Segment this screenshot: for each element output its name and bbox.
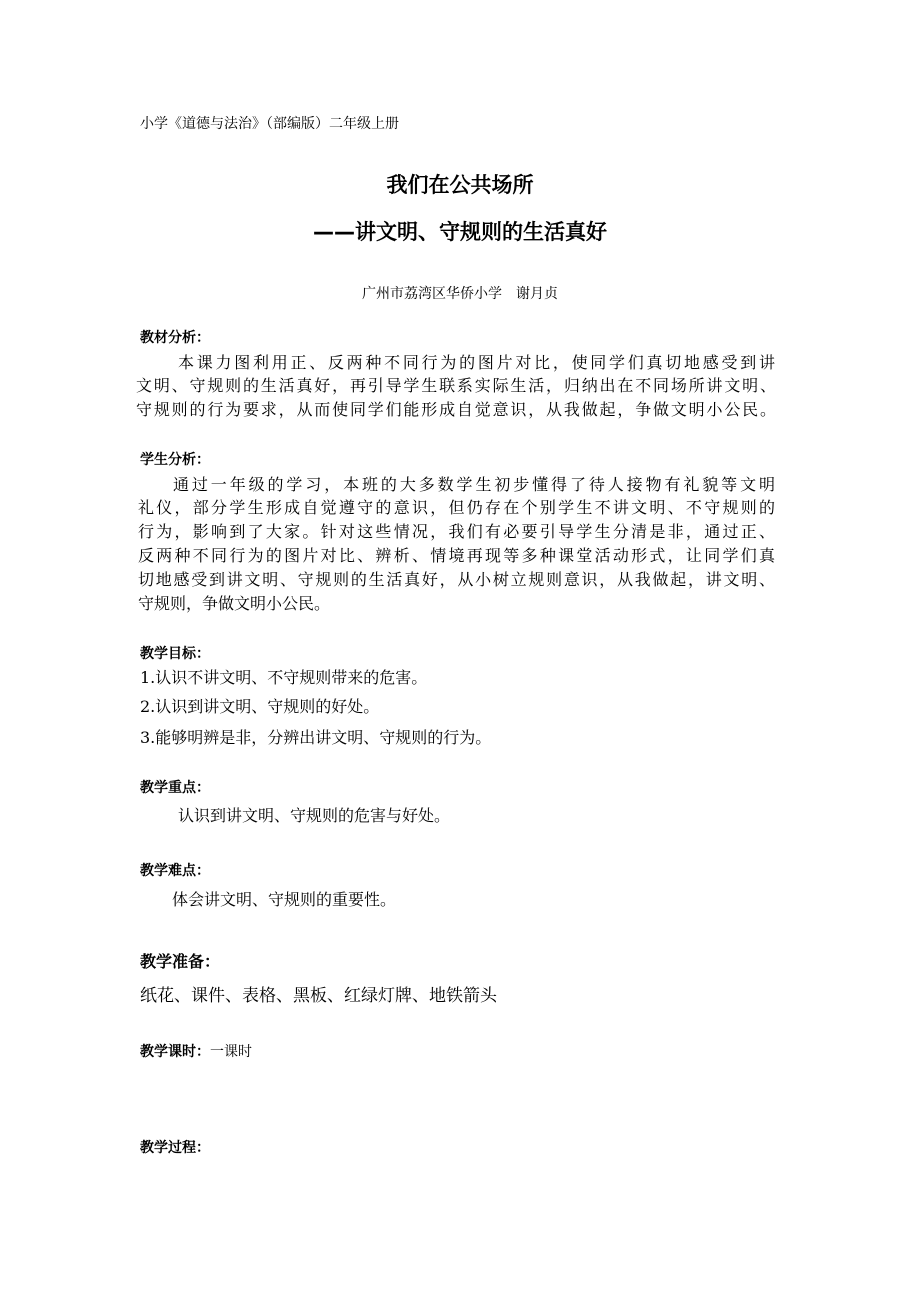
textbook-analysis-heading: 教材分析： xyxy=(140,330,210,346)
document-header: 小学《道德与法治》（部编版）二年级上册 xyxy=(140,116,399,132)
duration-text: 一课时 xyxy=(210,1044,252,1060)
duration-heading: 教学课时： xyxy=(140,1044,210,1060)
key-points-heading: 教学重点： xyxy=(140,780,210,796)
objective-item: 1.认识不讲文明、不守规则带来的危害。 xyxy=(140,668,428,687)
paragraph-line: 通过一年级的学习，本班的大多数学生初步懂得了待人接物有礼貌等文明 xyxy=(173,475,775,494)
paragraph-line: 本课力图利用正、反两种不同行为的图片对比，使同学们真切地感受到讲 xyxy=(178,353,775,372)
paragraph-line: 切地感受到讲文明、守规则的生活真好，从小树立规则意识，从我做起，讲文明、 xyxy=(138,570,775,589)
paragraph-line: 守规则，争做文明小公民。 xyxy=(138,594,331,613)
objectives-heading: 教学目标： xyxy=(140,646,210,662)
paragraph-line: 行为，影响到了大家。针对这些情况，我们有必要引导学生分清是非，通过正、 xyxy=(138,522,775,541)
preparation-text: 纸花、课件、表格、黑板、红绿灯牌、地铁箭头 xyxy=(140,986,497,1006)
paragraph-line: 文明、守规则的生活真好，再引导学生联系实际生活，归纳出在不同场所讲文明、 xyxy=(136,376,776,395)
difficulties-heading: 教学难点： xyxy=(140,863,210,879)
objective-item: 3.能够明辨是非，分辨出讲文明、守规则的行为。 xyxy=(140,728,492,747)
student-analysis-heading: 学生分析： xyxy=(140,452,210,468)
page-subtitle: ——讲文明、守规则的生活真好 xyxy=(313,220,607,244)
preparation-heading: 教学准备： xyxy=(140,952,221,971)
duration-line xyxy=(140,1045,252,1059)
difficulties-text: 体会讲文明、守规则的重要性。 xyxy=(172,890,397,909)
objective-item: 2.认识到讲文明、守规则的好处。 xyxy=(140,697,380,716)
page-title: 我们在公共场所 xyxy=(386,173,534,197)
paragraph-line: 反两种不同行为的图片对比、辨析、情境再现等多种课堂活动形式，让同学们真 xyxy=(138,546,775,565)
author: 广州市荔湾区华侨小学 谢月贞 xyxy=(362,286,558,302)
process-heading: 教学过程： xyxy=(140,1140,210,1156)
paragraph-line: 守规则的行为要求，从而使同学们能形成自觉意识，从我做起，争做文明小公民。 xyxy=(136,400,776,419)
paragraph-line: 礼仪，部分学生形成自觉遵守的意识，但仍存在个别学生不讲文明、不守规则的 xyxy=(138,498,775,517)
key-points-text: 认识到讲文明、守规则的危害与好处。 xyxy=(178,806,451,825)
